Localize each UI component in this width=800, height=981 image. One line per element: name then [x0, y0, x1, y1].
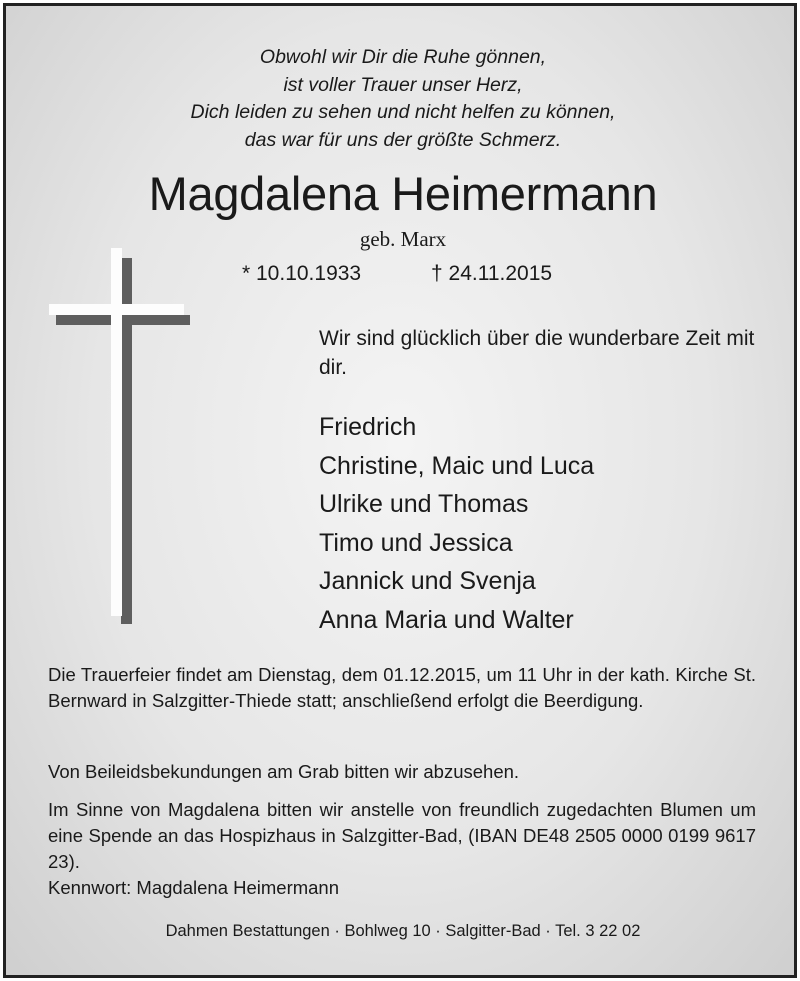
- maiden-name: geb. Marx: [359, 227, 447, 251]
- cross-beam-horizontal: [49, 304, 184, 315]
- memorial-verse: [6, 44, 800, 154]
- family-member: Anna Maria und Walter: [319, 605, 574, 634]
- funeral-info: Die Trauerfeier findet am Dienstag, dem 01.12.2015, um 11 Uhr in der kath. Kirche St. Bernward in Salzgitter-Thiede statt; anschließend erfolgt die Beerdigung.: [48, 664, 756, 711]
- family-list: [319, 408, 759, 639]
- family-member: Timo und Jessica: [319, 528, 513, 557]
- verse-line: Dich leiden zu sehen und nicht helfen zu können,: [190, 101, 616, 123]
- family-member: Friedrich: [319, 413, 417, 441]
- cross-shadow-horizontal: [56, 315, 190, 325]
- verse-line: das war für uns der größte Schmerz.: [244, 128, 562, 151]
- verse-line: ist voller Trauer unser Herz,: [283, 73, 523, 96]
- deceased-name: Magdalena Heimermann: [148, 167, 658, 220]
- death-date: † 24.11.2015: [431, 262, 553, 285]
- family-member: Ulrike und Thomas: [319, 490, 529, 518]
- verse-line: Obwohl wir Dir die Ruhe gönnen,: [259, 46, 547, 68]
- thanks-text: Wir sind glücklich über die wunderbare Zeit mit dir.: [319, 327, 755, 379]
- birth-date: * 10.10.1933: [242, 262, 362, 285]
- family-member: Jannick und Svenja: [319, 567, 536, 595]
- family-member: Christine, Maic und Luca: [319, 451, 595, 480]
- funeral-home-footer: Dahmen Bestattungen · Bohlweg 10 · Salgitter-Bad · Tel. 3 22 02: [165, 922, 641, 940]
- condolence-note: Von Beileidsbekundungen am Grab bitten wir abzusehen.: [48, 761, 520, 782]
- donation-text: Im Sinne von Magdalena bitten wir anstelle von freundlich zugedachten Blumen um eine Spende an das Hospizhaus in Salzgitter-Bad, (IBAN DE48 2505 0000 0199 9617 23).: [48, 799, 756, 872]
- donation-request: [48, 797, 756, 901]
- donation-keyword: Kennwort: Magdalena Heimermann: [48, 877, 340, 898]
- obituary-notice: [3, 3, 797, 978]
